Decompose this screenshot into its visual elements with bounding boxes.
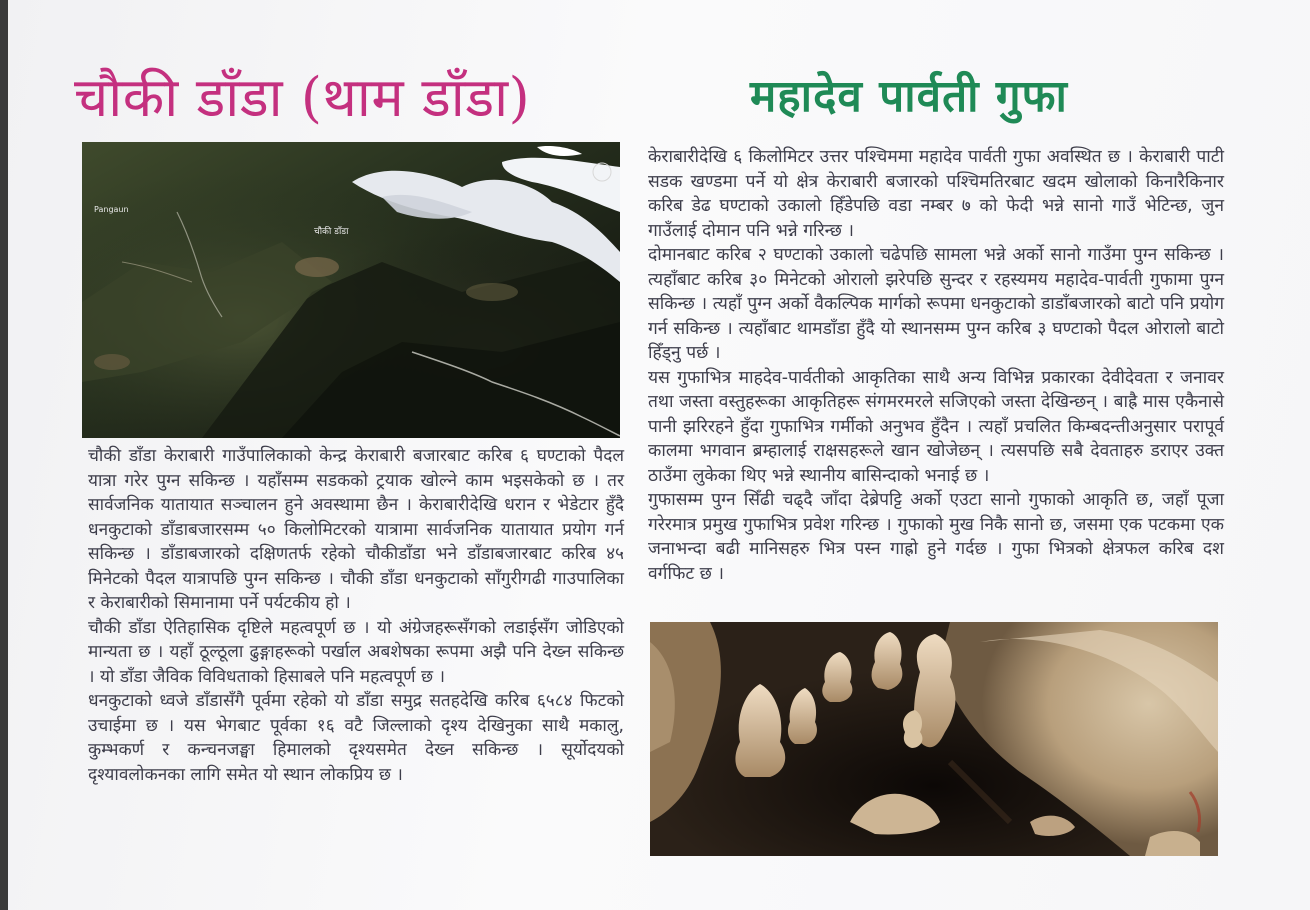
- brochure-page: [8, 0, 1310, 910]
- right-paragraph-4: गुफासम्म पुग्न सिँढी चढ्दै जाँदा देब्रेपट्टि अर्को एउटा सानो गुफाको आकृति छ, जहाँ पूजा गरेरमात्र प्रमुख गुफाभित्र प्रवेश गरिन्छ । गुफाको मुख निकै सानो छ, जसमा एक पटकमा एक जनाभन्दा बढी मानिसहरु भित्र पस्न गाह्रो हुने गर्दछ । गुफा भित्रको क्षेत्रफल करिब दश वर्गफिट छ ।: [648, 490, 1224, 584]
- mahadev-parvati-cave-title: महादेव पार्वती गुफा: [750, 71, 1068, 122]
- left-paragraph-3: धनकुटाको ध्वजे डाँडासँगै पूर्वमा रहेको यो डाँडा समुद्र सतहदेखि करिब ६५८४ फिटको उचाईमा छ । यस भेगबाट पूर्वका १६ वटै जिल्लाको दृश्य देखिनुका साथै मकालु, कुम्भकर्ण र कन्चनजङ्घा हिमालको दृश्यसमेत देख्न सकिन्छ । सूर्योदयको दृश्यावलोकनका लागि समेत यो स्थान लोकप्रिय छ ।: [88, 691, 624, 785]
- cave-interior-photo: [650, 622, 1218, 856]
- right-paragraph-3: यस गुफाभित्र माहदेव-पार्वतीको आकृतिका साथै अन्य विभिन्न प्रकारका देवीदेवता र जनावर तथा जस्ता वस्तुहरूका आकृतिहरू संगमरमरले सजिएको जस्ता देखिन्छन् । बाह्रै मास एकैनासे पानी झरिरहने हुँदा गुफाभित्र गर्मीको अनुभव हुँदैन । त्यहाँ प्रचलित किम्बदन्तीअनुसार परापूर्व कालमा भगवान ब्रम्हालाई राक्षसहरूले खान खोजेछन् । त्यसपछि सबै देवताहरु डराएर उक्त ठाउँमा लुकेका थिए भन्ने स्थानीय बासिन्दाको भनाई छ ।: [648, 367, 1224, 486]
- left-paragraph-1: चौकी डाँडा केराबारी गाउँपालिकाको केन्द्र केराबारी बजारबाट करिब ६ घण्टाको पैदल यात्रा गरेर पुग्न सकिन्छ । यहाँसम्म सडकको ट्रयाक खोल्ने काम भइसकेको छ । तर सार्वजनिक यातायात सञ्चालन हुने अवस्थामा छैन । केराबारीदेखि धरान र भेडेटार हुँदै धनकुटाको डाँडाबजारसम्म ५० किलोमिटरको यात्रामा सार्वजनिक यातायात प्रयोग गर्न सकिन्छ । डाँडाबजारको दक्षिणतर्फ रहेको चौकीडाँडा भने डाँडाबजारबाट करिब ४५ मिनेटको पैदल यात्रापछि पुग्न सकिन्छ । चौकी डाँडा धनकुटाको साँगुरीगढी गाउपालिका र केराबारीको सिमानामा पर्ने पर्यटकीय हो ।: [88, 446, 624, 613]
- cave-description: [648, 145, 1224, 586]
- right-paragraph-2: दोमानबाट करिब २ घण्टाको उकालो चढेपछि सामला भन्ने अर्को सानो गाउँमा पुग्न सकिन्छ । त्यहाँबाट करिब ३० मिनेटको ओरालो झरेपछि सुन्दर र रहस्यमय महादेव-पार्वती गुफामा पुग्न सकिन्छ । त्यहाँ पुग्न अर्को वैकल्पिक मार्गको रूपमा धनकुटाको डाडाँबजारको बाटो पनि प्रयोग गर्न सकिन्छ । त्यहाँबाट थामडाँडा हुँदै यो स्थानसम्म पुग्न करिब ३ घण्टाको पैदल ओरालो बाटो हिँड्नु पर्छ ।: [648, 245, 1224, 363]
- village-label: Pangaun: [94, 205, 129, 214]
- chauki-danda-title: चौकी डाँडा (थाम डाँडा): [74, 66, 531, 129]
- right-paragraph-1: केराबारीदेखि ६ किलोमिटर उत्तर पश्चिममा महादेव पार्वती गुफा अवस्थित छ । केराबारी पाटी सडक खण्डमा पर्ने यो क्षेत्र केराबारी बजारको पश्चिमतिरबाट खदम खोलाको किनारैकिनार करिब डेढ घण्टाको उकालो हिँडेपछि वडा नम्बर ७ को फेदी भन्ने सानो गाउँ भेटिन्छ, जुन गाउँलाई दोमान पनि भन्ने गरिन्छ ।: [648, 147, 1224, 241]
- left-paragraph-2: चौकी डाँडा ऐतिहासिक दृष्टिले महत्वपूर्ण छ । यो अंग्रेजहरूसँगको लडाईसँग जोडिएको मान्यता छ । यहाँ ठूल्ठूला ढुङ्गाहरूको पर्खाल अबशेषका रूपमा अझै पनि देख्न सकिन्छ । यो डाँडा जैविक विविधताको हिसाबले पनि महत्वपूर्ण छ ।: [88, 617, 624, 687]
- aerial-map-photo: [82, 142, 620, 438]
- ridge-label: चौकी डाँडा: [314, 227, 349, 237]
- chauki-danda-description: [88, 444, 624, 787]
